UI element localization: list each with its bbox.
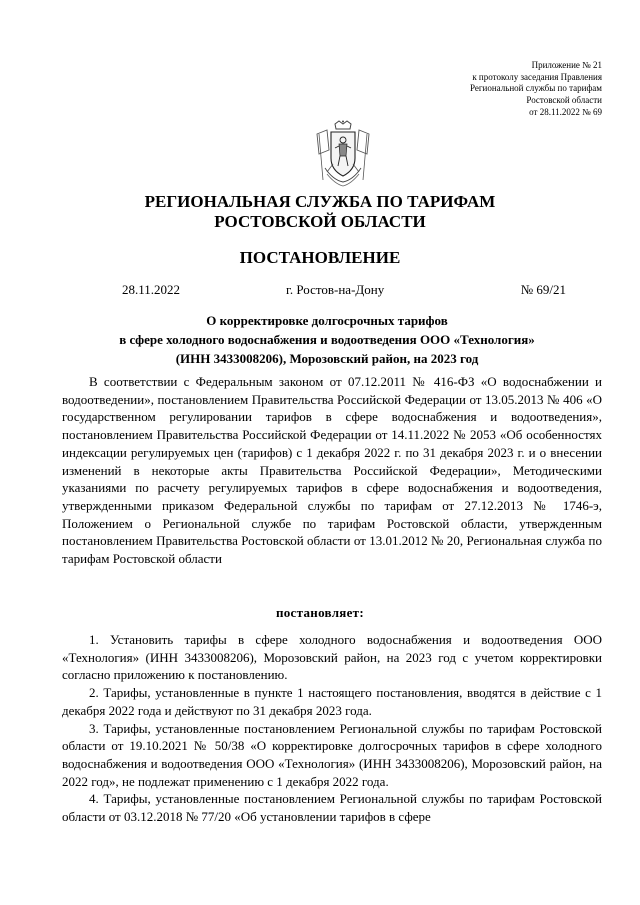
document-number: № 69/21 bbox=[520, 282, 566, 297]
document-subject bbox=[62, 311, 592, 368]
document-type: ПОСТАНОВЛЕНИЕ bbox=[239, 248, 401, 267]
organization-name bbox=[0, 192, 640, 232]
annex-note bbox=[470, 60, 602, 119]
annex-line: от 28.11.2022 № 69 bbox=[529, 106, 602, 117]
preamble-paragraph: В соответствии с Федеральным законом от 07.12.2011 № 416-ФЗ «О водоснабжении и водоотведении», постановлением Правительства Российской Федерации от 13.05.2013 № 406 «О государственном регулировании тарифов в сфере водоснабжения и водоотведения», постановлением Правительства Российской Федерации от 14.11.2022 № 2053 «Об особенностях индексации регулируемых цен (тарифов) с 1 декабря 2022 г. по 31 декабря 2023 г. и о внесении изменений в некоторые акты Правительства Российской Федерации», Методическими указаниями по расчету регулируемых тарифов в сфере водоснабжения и водоотведения, утвержденными приказом Федеральной службы по тарифам от 27.12.2013 № 1746-э, Положением о Региональной службе по тарифам Ростовской области, утвержденным постановлением Правительства Ростовской области от 13.01.2012 № 20, Региональная служба по тарифам Ростовской области bbox=[62, 374, 602, 567]
decree-item: 3. Тарифы, установленные постановлением Региональной службы по тарифам Ростовской области от 19.10.2021 № 50/38 «О корректировке долгосрочных тарифов в сфере холодного водоснабжения и водоотведения ООО «Технология» (ИНН 3433008206), Морозовский район, на 2022 год», не подлежат применению с 1 декабря 2022 года. bbox=[62, 720, 602, 789]
decree-item: 4. Тарифы, установленные постановлением Региональной службы по тарифам Ростовской области от 03.12.2018 № 77/20 «Об установлении тарифов в сфере bbox=[62, 791, 602, 825]
annex-line: Региональной службы по тарифам bbox=[469, 83, 602, 94]
annex-line: Ростовской области bbox=[526, 95, 602, 106]
decree-item: 1. Установить тарифы в сфере холодного водоснабжения и водоотведения ООО «Технология» (ИНН 3433008206), Морозовский район, на 2023 год с учетом корректировки согласно приложению к постановлению. bbox=[62, 632, 602, 683]
org-line: РОСТОВСКОЙ ОБЛАСТИ bbox=[214, 212, 426, 231]
document-city: г. Ростов-на-Дону bbox=[286, 282, 385, 297]
subject-line: (ИНН 3433008206), Морозовский район, на 2023 год bbox=[175, 351, 479, 366]
subject-line: О корректировке долгосрочных тарифов bbox=[206, 313, 448, 328]
decree-item: 2. Тарифы, установленные в пункте 1 настоящего постановления, вводятся в действие с 1 декабря 2022 года и действуют по 31 декабря 2023 года. bbox=[62, 685, 602, 718]
document-date: 28.11.2022 bbox=[122, 282, 181, 297]
coat-of-arms-icon bbox=[313, 120, 373, 188]
document-meta bbox=[0, 281, 640, 299]
org-line: РЕГИОНАЛЬНАЯ СЛУЖБА ПО ТАРИФАМ bbox=[144, 192, 496, 211]
annex-line: к протоколу заседания Правления bbox=[472, 71, 602, 82]
decree-items bbox=[62, 631, 602, 826]
annex-line: Приложение № 21 bbox=[531, 60, 602, 70]
subject-line: в сфере холодного водоснабжения и водоотведения ООО «Технология» bbox=[119, 332, 535, 347]
decree-word: постановляет: bbox=[275, 605, 365, 620]
